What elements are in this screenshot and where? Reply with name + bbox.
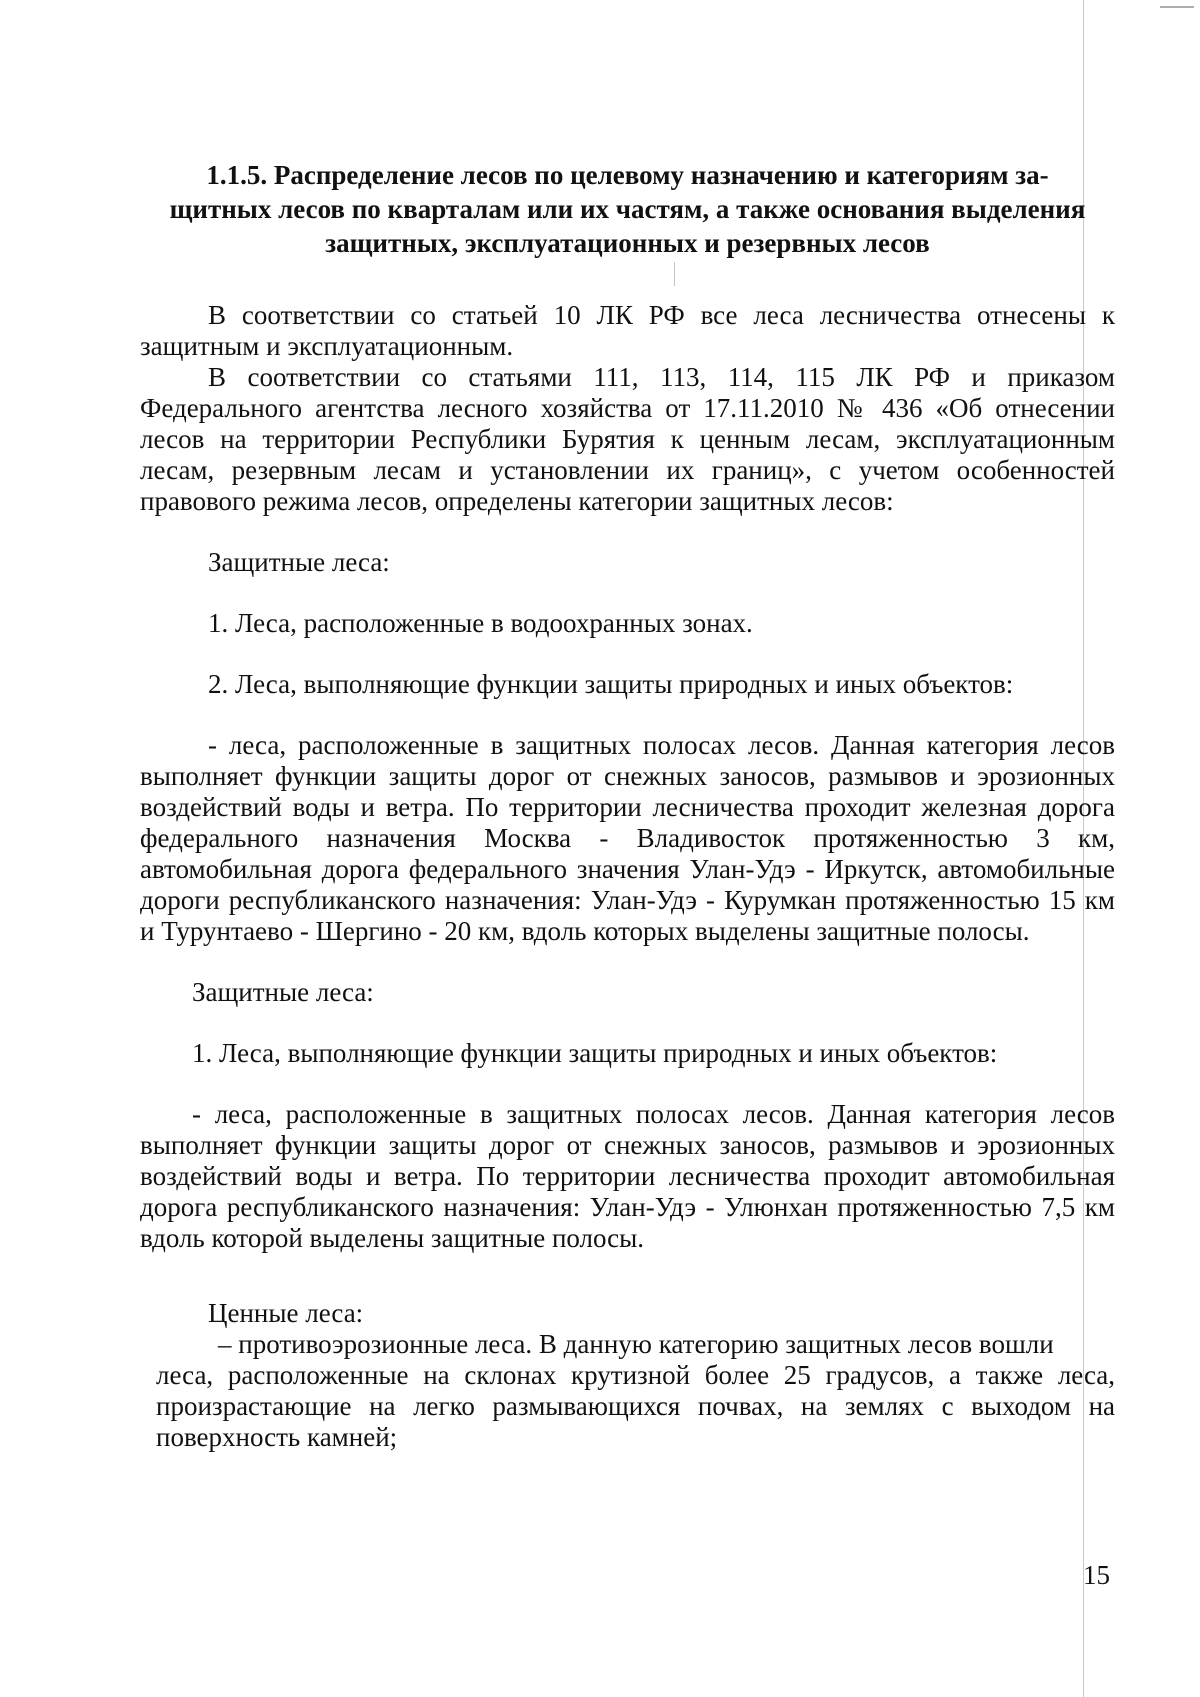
protective-forests-label-2: Защитные леса: <box>192 977 374 1007</box>
anti-erosion-rest: леса, расположенные на склонах крутизной более 25 градусов, а также леса, произрастающие на легко размывающихся почвах, на землях с выходом на поверхность камней; <box>156 1360 1115 1452</box>
protective-strips-paragraph: - леса, расположенные в защитных полосах лесов. Данная категория лесов выполняет функции защиты дорог от снежных заносов, размывов и эрозионных воздействий воды и ветра. По территории лесничества проходит железная дорога федерального назначения Москва - Владивосток протяженностью 3 км, автомобильная дорога федерального значения Улан-Удэ - Иркутск, автомобильные дороги республиканского назначения: Улан-Удэ - Курумкан протяженностью 15 км и Турунтаево - Шергино - 20 км, вдоль которых выделены защитные полосы. <box>140 730 1115 946</box>
heading-line-2: щитных лесов по кварталам или их частям, а также основания выделения <box>169 194 1086 224</box>
protective-forests-label: Защитные леса: <box>208 547 390 577</box>
paragraph-article-10: В соответствии со статьей 10 ЛК РФ все леса лесничества отнесены к защитным и эксплуатационным. <box>140 300 1115 361</box>
heading-line-1: 1.1.5. Распределение лесов по целевому назначению и категориям за- <box>206 160 1049 190</box>
heading-line-3: защитных, эксплуатационных и резервных лесов <box>325 228 930 258</box>
valuable-forests-label: Ценные леса: <box>208 1298 364 1328</box>
section-heading <box>140 158 1115 260</box>
anti-erosion-paragraph <box>140 1329 1115 1453</box>
list-item-object-protection: 2. Леса, выполняющие функции защиты природных и иных объектов: <box>208 669 1014 699</box>
paragraph-articles-111-115: В соответствии со статьями 111, 113, 114, 115 ЛК РФ и приказом Федерального агентства лесного хозяйства от 17.11.2010 № 436 «Об отнесении лесов на территории Республики Бурятия к ценным лесам, эксплуатационным лесам, резервным лесам и установлении их границ», с учетом особенностей правового режима лесов, определены категории защитных лесов: <box>140 362 1115 516</box>
anti-erosion-first-line: – противоэрозионные леса. В данную категорию защитных лесов вошли <box>218 1329 1054 1359</box>
page-number: 15 <box>1083 1560 1110 1590</box>
document-page <box>140 158 1115 1453</box>
protective-strips-paragraph-2: - леса, расположенные в защитных полосах лесов. Данная категория лесов выполняет функции защиты дорог от снежных заносов, размывов и эрозионных воздействий воды и ветра. По территории лесничества проходит автомобильная дорога республиканского назначения: Улан-Удэ - Улюнхан протяженностью 7,5 км вдоль которой выделены защитные полосы. <box>140 1099 1115 1253</box>
list-item-water-protection: 1. Леса, расположенные в водоохранных зонах. <box>208 608 753 638</box>
scan-artifact-corner <box>1160 6 1194 8</box>
list-item-object-protection-2: 1. Леса, выполняющие функции защиты природных и иных объектов: <box>192 1038 998 1068</box>
